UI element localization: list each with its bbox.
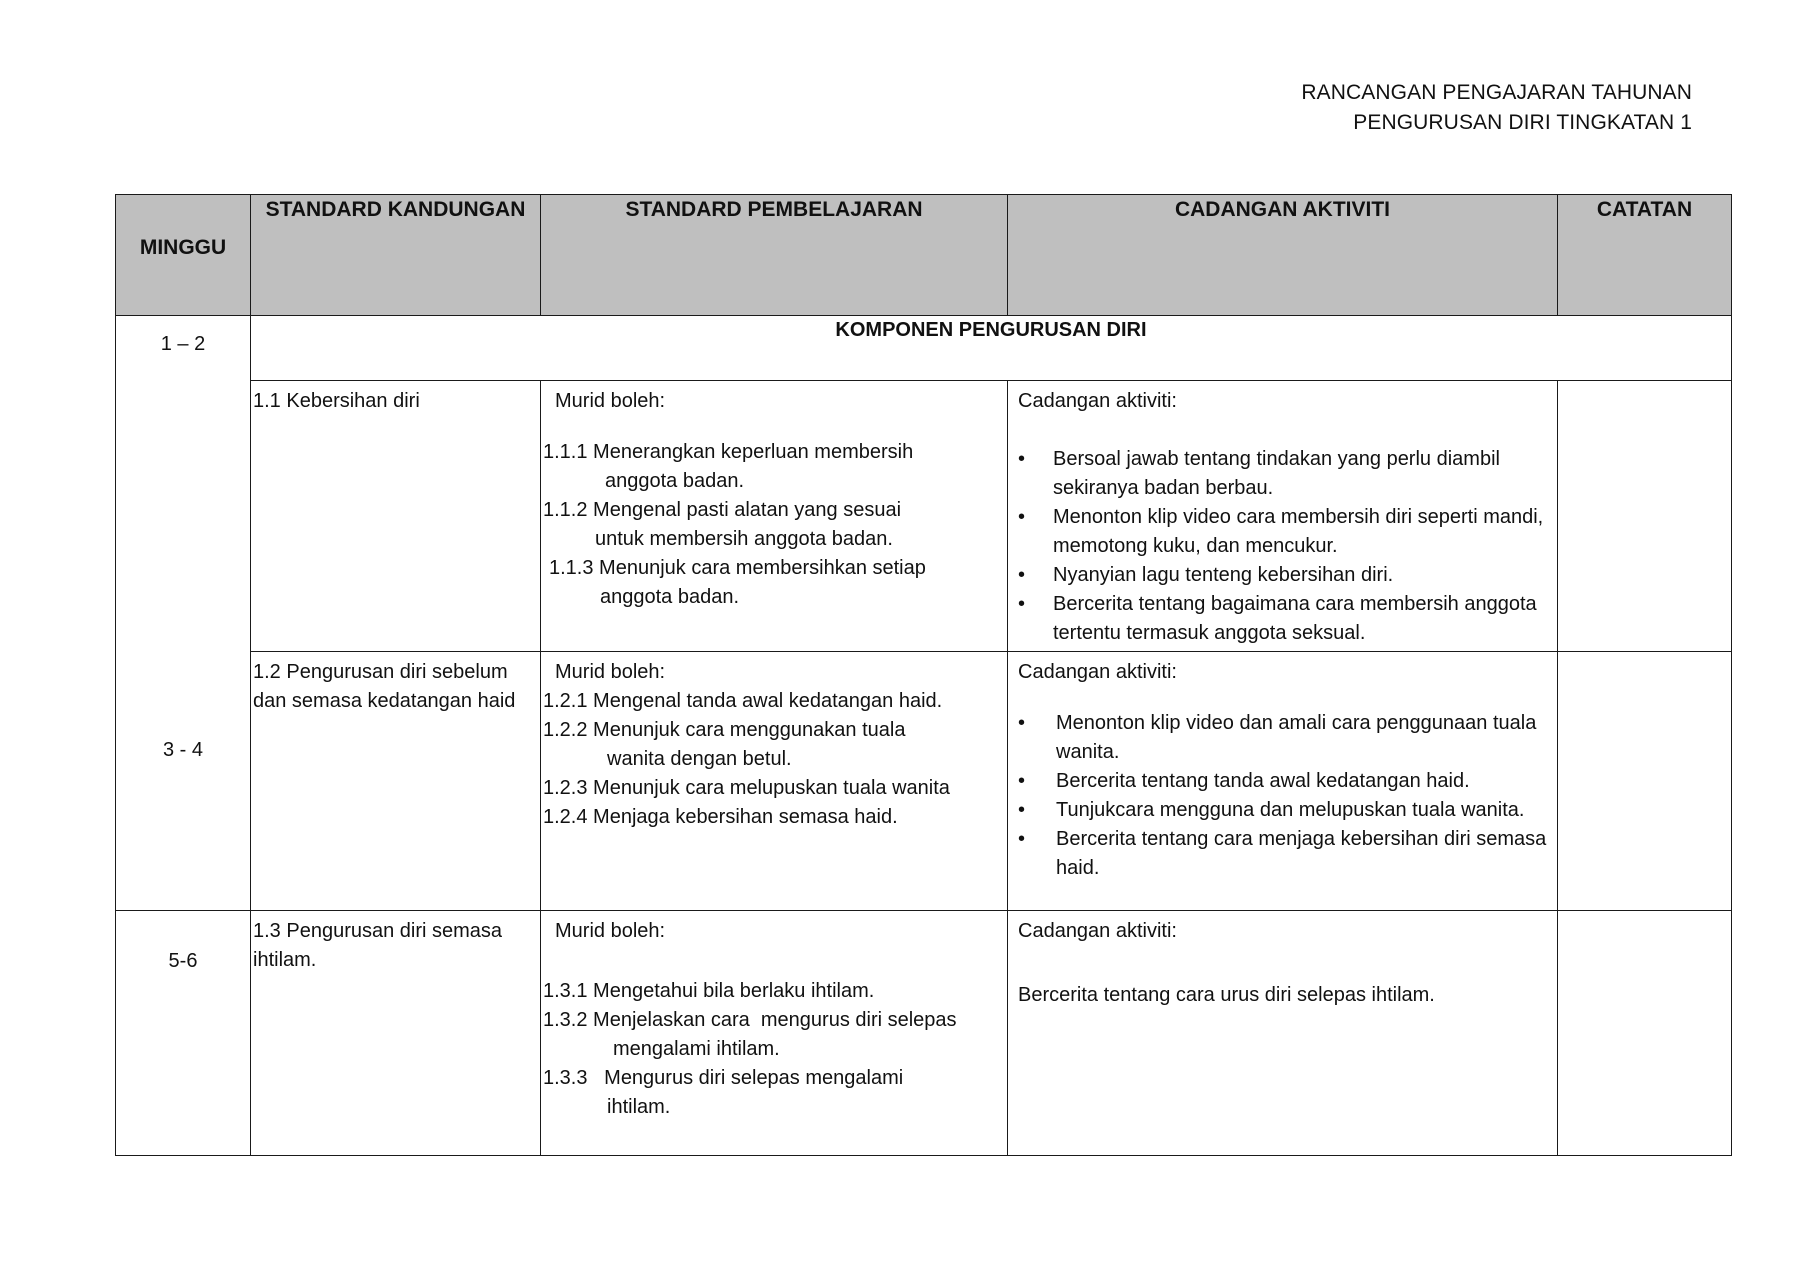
aktiviti-list bbox=[1018, 709, 1557, 883]
document-subtitle: PENGURUSAN DIRI TINGKATAN 1 bbox=[1353, 111, 1692, 134]
aktiviti-list-item bbox=[1018, 767, 1557, 796]
bullet-icon: • bbox=[1018, 564, 1026, 586]
pembelajaran-item-continuation: anggota badan. bbox=[600, 586, 740, 608]
aktiviti-text: Bercerita tentang bagaimana cara membersih anggota tertentu termasuk anggota seksual. bbox=[1053, 593, 1537, 644]
aktiviti-text: Nyanyian lagu tenteng kebersihan diri. bbox=[1053, 564, 1394, 586]
pembelajaran-item-continuation: ihtilam. bbox=[607, 1096, 671, 1118]
pembelajaran-item bbox=[543, 774, 1007, 803]
table-row bbox=[116, 381, 1732, 652]
pembelajaran-intro: Murid boleh: bbox=[555, 661, 666, 683]
document-header bbox=[1301, 78, 1692, 138]
aktiviti-text: Menonton klip video dan amali cara penggunaan tuala wanita. bbox=[1056, 712, 1537, 763]
column-header-catatan: CATATAN bbox=[1558, 195, 1732, 316]
aktiviti-list-item bbox=[1018, 709, 1557, 767]
section-title: KOMPONEN PENGURUSAN DIRI bbox=[251, 316, 1732, 381]
cadangan-aktiviti-cell bbox=[1008, 381, 1558, 652]
table-row bbox=[116, 652, 1732, 911]
aktiviti-list-item bbox=[1018, 796, 1557, 825]
pembelajaran-item bbox=[543, 438, 1007, 496]
catatan-cell bbox=[1558, 381, 1732, 652]
pembelajaran-item bbox=[543, 803, 1007, 832]
pembelajaran-item-continuation: wanita dengan betul. bbox=[607, 748, 792, 770]
pembelajaran-item bbox=[543, 687, 1007, 716]
standard-pembelajaran-cell bbox=[541, 911, 1008, 1156]
bullet-icon: • bbox=[1018, 506, 1026, 528]
standard-kandungan-text-continuation: ihtilam. bbox=[253, 949, 317, 971]
catatan-cell bbox=[1558, 652, 1732, 911]
cadangan-aktiviti-cell bbox=[1008, 652, 1558, 911]
aktiviti-text: Menonton klip video cara membersih diri seperti mandi, memotong kuku, dan mencukur. bbox=[1053, 506, 1544, 557]
week-label-1-2: 1 – 2 bbox=[160, 333, 206, 355]
aktiviti-text: Bercerita tentang tanda awal kedatangan haid. bbox=[1056, 770, 1470, 792]
annual-teaching-plan-table bbox=[115, 194, 1732, 1156]
pembelajaran-item-continuation: mengalami ihtilam. bbox=[613, 1038, 780, 1060]
pembelajaran-item bbox=[543, 1064, 1007, 1122]
pembelajaran-item-continuation: untuk membersih anggota badan. bbox=[595, 528, 893, 550]
standard-kandungan-cell bbox=[251, 381, 541, 652]
aktiviti-text: Bercerita tentang cara urus diri selepas ihtilam. bbox=[1018, 984, 1435, 1006]
aktiviti-list bbox=[1018, 445, 1557, 648]
aktiviti-list-item bbox=[1018, 561, 1557, 590]
bullet-icon: • bbox=[1018, 448, 1026, 470]
document-title: RANCANGAN PENGAJARAN TAHUNAN bbox=[1301, 81, 1692, 104]
section-row bbox=[116, 316, 1732, 381]
standard-pembelajaran-cell bbox=[541, 652, 1008, 911]
aktiviti-list-item bbox=[1018, 590, 1557, 648]
pembelajaran-item-line: 1.3.1 Mengetahui bila berlaku ihtilam. bbox=[543, 980, 875, 1002]
aktiviti-list-item bbox=[1018, 503, 1557, 561]
column-header-standard-kandungan: STANDARD KANDUNGAN bbox=[251, 195, 541, 316]
aktiviti-intro: Cadangan aktiviti: bbox=[1018, 920, 1177, 942]
pembelajaran-intro: Murid boleh: bbox=[555, 390, 666, 412]
aktiviti-text: Bercerita tentang cara menjaga kebersihan diri semasa haid. bbox=[1056, 828, 1547, 879]
pembelajaran-item bbox=[543, 496, 1007, 554]
column-header-minggu: MINGGU bbox=[116, 195, 251, 316]
week-cell-5-6 bbox=[116, 911, 251, 1156]
bullet-icon: • bbox=[1018, 593, 1026, 615]
standard-kandungan-cell bbox=[251, 652, 541, 911]
week-cell-1-4 bbox=[116, 316, 251, 911]
pembelajaran-item-line: 1.1.1 Menerangkan keperluan membersih bbox=[543, 441, 914, 463]
pembelajaran-item-line: 1.2.1 Mengenal tanda awal kedatangan haid. bbox=[543, 690, 943, 712]
aktiviti-list-item bbox=[1018, 445, 1557, 503]
column-header-standard-pembelajaran: STANDARD PEMBELAJARAN bbox=[541, 195, 1008, 316]
aktiviti-text: Tunjukcara mengguna dan melupuskan tuala wanita. bbox=[1056, 799, 1525, 821]
week-label-3-4: 3 - 4 bbox=[162, 739, 204, 761]
pembelajaran-item bbox=[543, 554, 1007, 612]
standard-pembelajaran-cell bbox=[541, 381, 1008, 652]
aktiviti-text: Bersoal jawab tentang tindakan yang perlu diambil sekiranya badan berbau. bbox=[1053, 448, 1500, 499]
pembelajaran-item bbox=[543, 1006, 1007, 1064]
pembelajaran-item-line: 1.3.3 Mengurus diri selepas mengalami bbox=[543, 1067, 904, 1089]
pembelajaran-intro: Murid boleh: bbox=[555, 920, 666, 942]
week-label-5-6: 5-6 bbox=[168, 950, 198, 972]
pembelajaran-item bbox=[543, 977, 1007, 1006]
bullet-icon: • bbox=[1018, 828, 1026, 850]
standard-kandungan-cell bbox=[251, 911, 541, 1156]
standard-kandungan-text: 1.3 Pengurusan diri semasa bbox=[253, 920, 503, 942]
aktiviti-list-item bbox=[1018, 825, 1557, 883]
aktiviti-intro: Cadangan aktiviti: bbox=[1018, 390, 1177, 412]
bullet-icon: • bbox=[1018, 712, 1026, 734]
aktiviti-intro: Cadangan aktiviti: bbox=[1018, 661, 1177, 683]
bullet-icon: • bbox=[1018, 770, 1026, 792]
standard-kandungan-text-continuation: dan semasa kedatangan haid bbox=[253, 690, 516, 712]
standard-kandungan-text: 1.1 Kebersihan diri bbox=[253, 390, 420, 412]
standard-kandungan-text: 1.2 Pengurusan diri sebelum bbox=[253, 661, 508, 683]
pembelajaran-item-line: 1.1.2 Mengenal pasti alatan yang sesuai bbox=[543, 499, 902, 521]
cadangan-aktiviti-cell bbox=[1008, 911, 1558, 1156]
pembelajaran-item-line: 1.1.3 Menunjuk cara membersihkan setiap bbox=[549, 557, 926, 579]
table-header-row bbox=[116, 195, 1732, 316]
pembelajaran-item-continuation: anggota badan. bbox=[605, 470, 745, 492]
bullet-icon: • bbox=[1018, 799, 1026, 821]
pembelajaran-item-line: 1.2.4 Menjaga kebersihan semasa haid. bbox=[543, 806, 898, 828]
column-header-cadangan-aktiviti: CADANGAN AKTIVITI bbox=[1008, 195, 1558, 316]
pembelajaran-item bbox=[543, 716, 1007, 774]
pembelajaran-item-line: 1.2.3 Menunjuk cara melupuskan tuala wanita bbox=[543, 777, 950, 799]
pembelajaran-item-line: 1.3.2 Menjelaskan cara mengurus diri selepas bbox=[543, 1009, 957, 1031]
pembelajaran-item-line: 1.2.2 Menunjuk cara menggunakan tuala bbox=[543, 719, 906, 741]
catatan-cell bbox=[1558, 911, 1732, 1156]
table-row bbox=[116, 911, 1732, 1156]
